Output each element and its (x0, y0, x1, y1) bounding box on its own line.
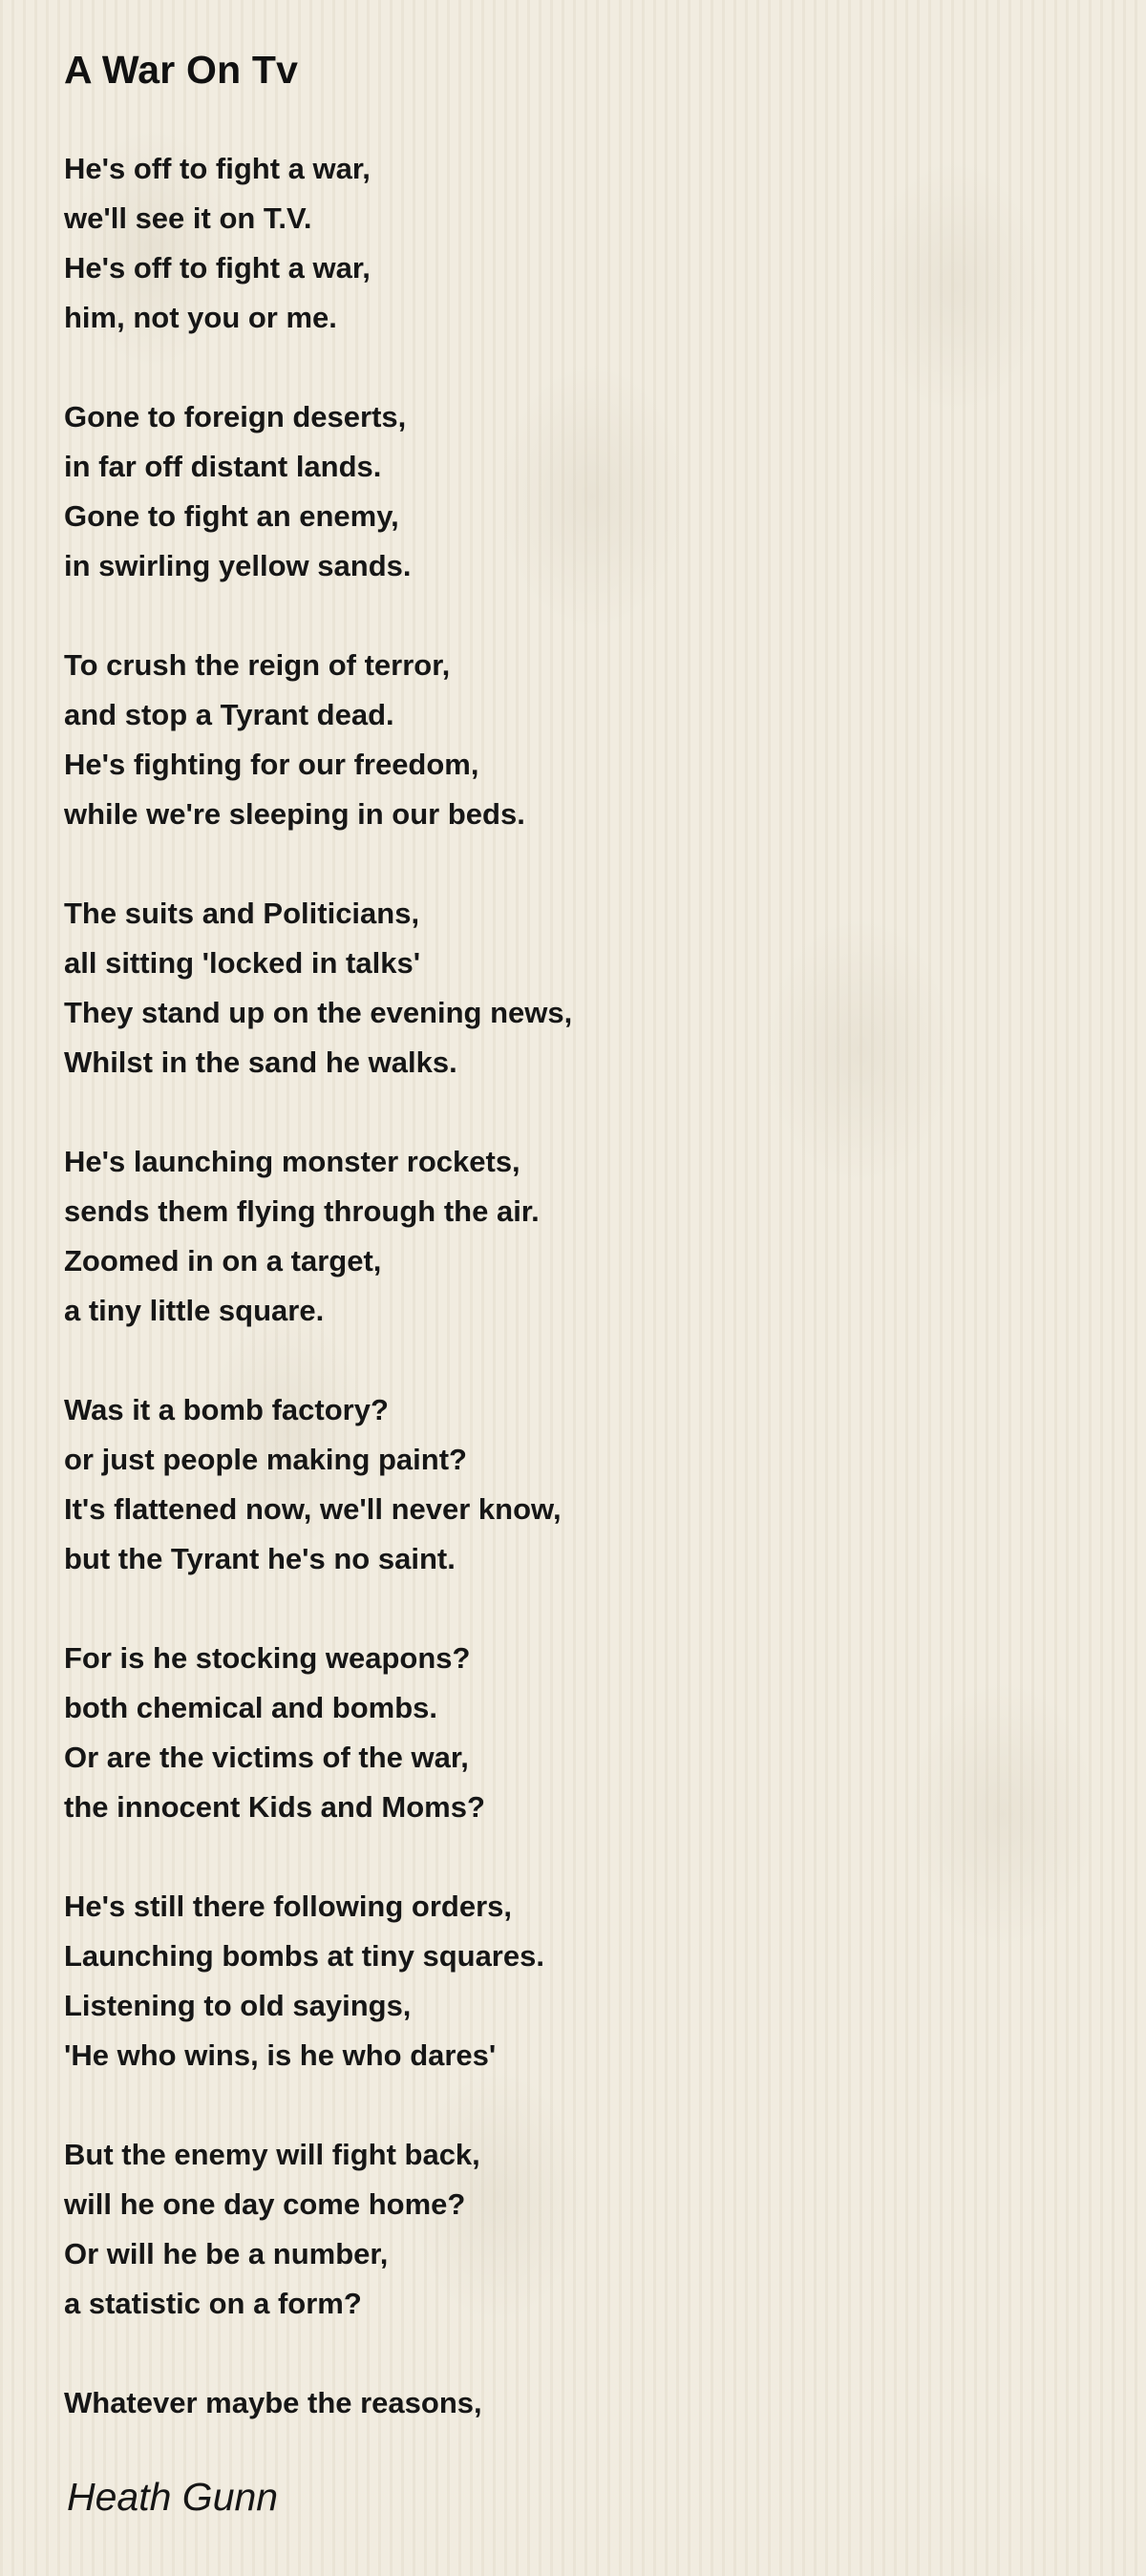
poem-line: Listening to old sayings, (64, 1989, 412, 2022)
poem-line: all sitting 'locked in talks' (64, 946, 421, 980)
poem-line: For is he stocking weapons? (64, 1641, 471, 1675)
poem-line: Whilst in the sand he walks. (64, 1045, 457, 1079)
stanza-6 (64, 1385, 572, 1584)
poem-line: He's launching monster rockets, (64, 1145, 520, 1178)
poem-line: To crush the reign of terror, (64, 648, 451, 682)
poem-line: Or are the victims of the war, (64, 1741, 469, 1774)
poem-line: sends them flying through the air. (64, 1194, 540, 1228)
stanza-7 (64, 1634, 572, 1832)
poem-line: both chemical and bombs. (64, 1691, 437, 1724)
poem-line: a statistic on a form? (64, 2287, 362, 2320)
poem-line: in far off distant lands. (64, 450, 382, 483)
poem-line: He's still there following orders, (64, 1890, 513, 1923)
poem-line: Gone to fight an enemy, (64, 499, 399, 533)
poem-line: He's fighting for our freedom, (64, 748, 479, 781)
stanza-8 (64, 1882, 572, 2080)
stanza-1 (64, 144, 572, 343)
poem-line: It's flattened now, we'll never know, (64, 1492, 562, 1526)
poem-line: They stand up on the evening news, (64, 996, 573, 1029)
poem-line: a tiny little square. (64, 1294, 325, 1327)
author-signature: Heath Gunn (67, 2475, 279, 2519)
stanza-5 (64, 1137, 572, 1336)
poem-line: will he one day come home? (64, 2187, 466, 2221)
poem-line: Was it a bomb factory? (64, 1393, 389, 1426)
stanza-3 (64, 641, 572, 839)
poem-line: The suits and Politicians, (64, 897, 420, 930)
poem-line: But the enemy will fight back, (64, 2138, 480, 2171)
poem-line: Or will he be a number, (64, 2237, 389, 2270)
poem-title: A War On Tv (64, 48, 299, 92)
poem-line: Whatever maybe the reasons, (64, 2386, 482, 2419)
poem-line: He's off to fight a war, (64, 152, 371, 185)
poem-body (64, 144, 572, 2428)
poem-line: Gone to foreign deserts, (64, 400, 407, 433)
poem-line: him, not you or me. (64, 301, 337, 334)
poem-line: the innocent Kids and Moms? (64, 1790, 485, 1824)
poem-line: in swirling yellow sands. (64, 549, 412, 582)
poem-line: while we're sleeping in our beds. (64, 797, 525, 831)
poem-line: 'He who wins, is he who dares' (64, 2038, 497, 2072)
stanza-4 (64, 889, 572, 1087)
poem-line: He's off to fight a war, (64, 251, 371, 285)
poem-line: but the Tyrant he's no saint. (64, 1542, 456, 1575)
poem-line: and stop a Tyrant dead. (64, 698, 394, 731)
stanza-9 (64, 2130, 572, 2329)
stanza-10 (64, 2378, 572, 2428)
poem-line: we'll see it on T.V. (64, 201, 312, 235)
poem-line: Zoomed in on a target, (64, 1244, 382, 1277)
stanza-2 (64, 392, 572, 591)
poem-line: Launching bombs at tiny squares. (64, 1939, 544, 1973)
poem-line: or just people making paint? (64, 1443, 467, 1476)
